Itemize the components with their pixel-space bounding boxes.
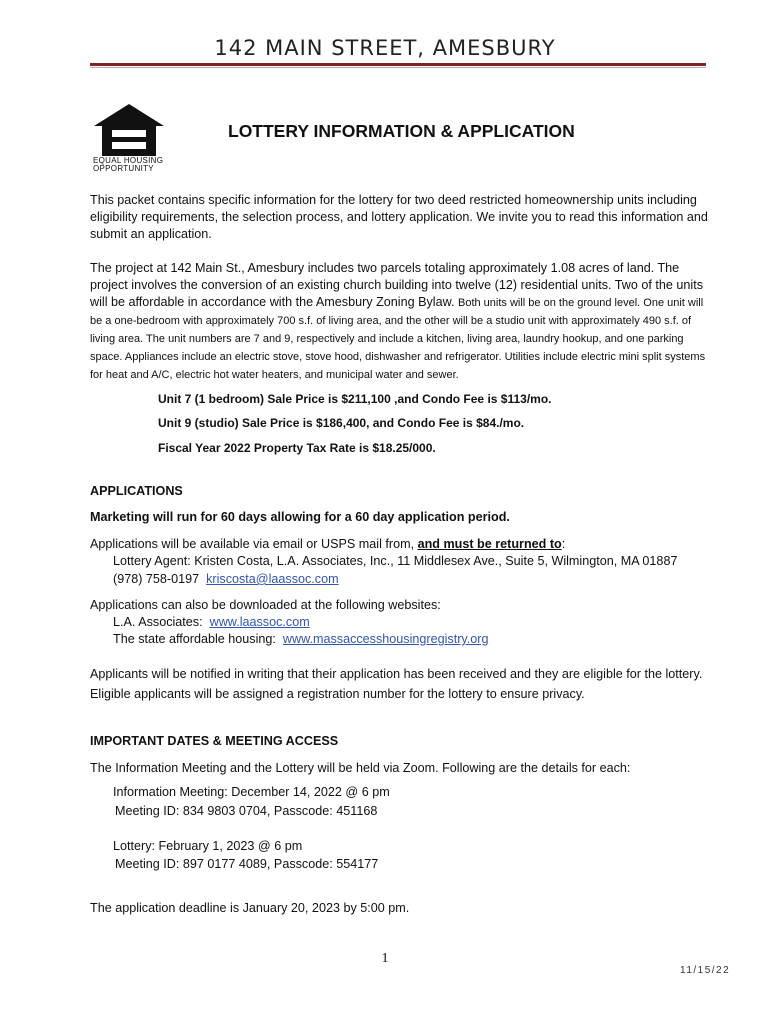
agent-email-link[interactable]: kriscosta@laassoc.com <box>206 572 339 586</box>
state-housing-line <box>113 632 488 646</box>
availability-line <box>90 537 565 551</box>
dates-intro: The Information Meeting and the Lottery will be held via Zoom. Following are the details for each: <box>90 761 631 775</box>
availability-emphasis: and must be returned to <box>417 537 562 551</box>
logo-caption <box>93 157 167 173</box>
price-unit-9: Unit 9 (studio) Sale Price is $186,400, and Condo Fee is $84./mo. <box>158 416 525 430</box>
project-text-part1: The project at 142 Main St., Amesbury includes two parcels totaling approximately 1.08 acres of land. The project involves the conversion of an existing church building into twelve (12) residential units. Two of the units will be affordable in accordance with the Amesbury Zoning Bylaw. <box>90 261 703 309</box>
tax-rate: Fiscal Year 2022 Property Tax Rate is $18.25/000. <box>158 441 436 455</box>
agent-phone: (978) 758-0197 <box>113 572 200 586</box>
price-unit-7: Unit 7 (1 bedroom) Sale Price is $211,100 ,and Condo Fee is $113/mo. <box>158 392 552 406</box>
applications-heading: APPLICATIONS <box>90 484 183 498</box>
header-divider-thin <box>90 67 706 68</box>
info-meeting: Information Meeting: December 14, 2022 @ 6 pm <box>113 785 390 799</box>
header-divider <box>90 63 706 66</box>
la-associates-label: L.A. Associates: <box>113 615 203 629</box>
state-housing-link[interactable]: www.massaccesshousingregistry.org <box>282 632 489 646</box>
agent-contact <box>113 572 339 586</box>
footer-date: 11/15/22 <box>680 965 731 976</box>
info-meeting-id: Meeting ID: 834 9803 0704, Passcode: 451168 <box>115 804 378 818</box>
project-text-part2: Both units will be on the ground level. One unit will be a one-bedroom with approximately 700 s.f. of living area, and the other will be a studio unit with approximately 490 s.f. of living area. The unit numbers are 7 and 9, respectively and include a kitchen, living area, laundry hookup, and one parking space. Appliances include an electric stove, stove hood, dishwasher and refrigerator. Utilities include electric mini split systems for heat and A/C, electric hot water heaters, and municipal water and sewer. <box>90 297 706 381</box>
state-housing-label: The state affordable housing: <box>113 632 276 646</box>
download-intro: Applications can also be downloaded at the following websites: <box>90 598 441 612</box>
lottery-date: Lottery: February 1, 2023 @ 6 pm <box>113 839 303 853</box>
lottery-meeting-id: Meeting ID: 897 0177 4089, Passcode: 554177 <box>115 857 379 871</box>
logo-caption-line2: OPPORTUNITY <box>93 164 154 173</box>
lottery-agent: Lottery Agent: Kristen Costa, L.A. Associates, Inc., 11 Middlesex Ave., Suite 5, Wilmington, MA 01887 <box>113 554 678 568</box>
availability-suffix: : <box>561 537 566 551</box>
application-deadline: The application deadline is January 20, 2023 by 5:00 pm. <box>90 901 410 915</box>
la-associates-line <box>113 615 310 629</box>
dates-heading: IMPORTANT DATES & MEETING ACCESS <box>90 734 339 748</box>
page-header-title: 142 MAIN STREET, AMESBURY <box>214 36 556 60</box>
intro-paragraph: This packet contains specific information for the lottery for two deed restricted homeownership units including eligibility requirements, the selection process, and lottery application. We invite you to read this information and submit an application. <box>90 193 708 241</box>
marketing-statement: Marketing will run for 60 days allowing for a 60 day application period. <box>90 510 510 524</box>
logo-caption-line1: EQUAL HOUSING <box>93 156 164 165</box>
project-paragraph <box>90 260 710 384</box>
page-number: 1 <box>381 951 389 966</box>
la-associates-link[interactable]: www.laassoc.com <box>209 615 310 629</box>
notification-line-1: Applicants will be notified in writing that their application has been received and they are eligible for the lottery. <box>90 667 703 681</box>
notification-line-2: Eligible applicants will be assigned a registration number for the lottery to ensure privacy. <box>90 687 585 701</box>
availability-prefix: Applications will be available via email or USPS mail from, <box>90 537 418 551</box>
document-title: LOTTERY INFORMATION & APPLICATION <box>228 121 575 141</box>
